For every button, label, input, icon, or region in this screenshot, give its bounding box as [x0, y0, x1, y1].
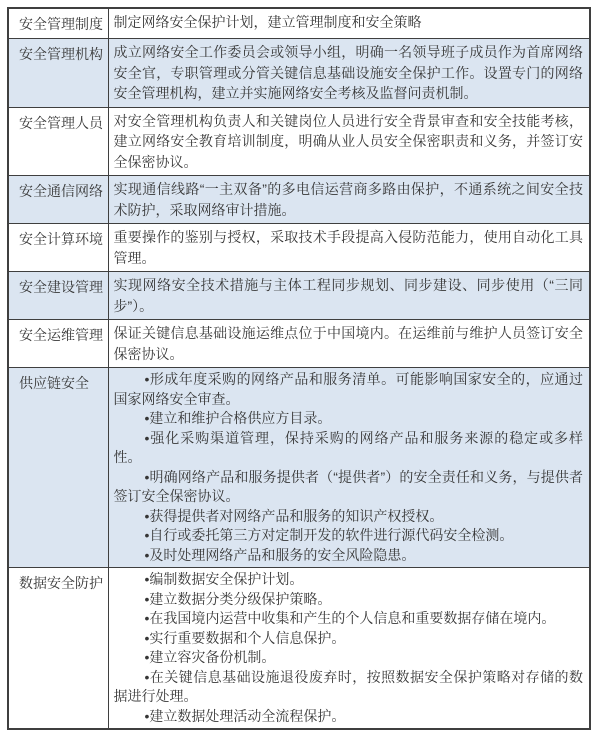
table-row: [8, 107, 590, 176]
bullet-item: •建立容灾备份机制。: [144, 649, 276, 665]
table-row: [8, 176, 590, 224]
category-cell: 安全计算环境: [8, 224, 108, 272]
table-body: [8, 8, 590, 729]
table-row: [8, 320, 590, 368]
bullet-item: •在我国境内运营中收集和产生的个人信息和重要数据存储在境内。: [144, 610, 556, 626]
bullet-item: •建立数据处理活动全流程保护。: [144, 707, 346, 724]
bullet-item: •强化采购渠道管理，保持采购的网络产品和服务来源的稳定或多样性。: [113, 429, 583, 465]
description-cell: 对安全管理机构负责人和关键岗位人员进行安全背景审查和安全技能考核，建立网络安全教育培训制度，明确从业人员安全保密职责和义务，并签订安全保密协议。: [108, 107, 590, 176]
table-row: [8, 272, 590, 320]
table-row: [8, 224, 590, 272]
bullet-item: •实行重要数据和个人信息保护。: [144, 629, 346, 646]
bullet-item: •明确网络产品和服务提供者（“提供者”）的安全责任和义务，与提供者签订安全保密协议。: [113, 468, 583, 504]
table-row: [8, 368, 590, 568]
category-cell: 安全管理机构: [8, 39, 108, 108]
category-cell: 供应链安全: [8, 368, 108, 568]
bullet-item: •自行或委托第三方对定制开发的软件进行源代码安全检测。: [144, 527, 514, 543]
category-cell: 数据安全防护: [8, 568, 108, 730]
bullet-item: •建立和维护合格供应方目录。: [144, 410, 332, 426]
description-cell: 重要操作的鉴别与授权，采取技术手段提高入侵防范能力，使用自动化工具管理。: [108, 224, 590, 272]
bullet-item: •在关键信息基础设施退役废弃时，按照数据安全保护策略对存储的数据进行处理。: [113, 668, 583, 704]
bullet-item: •获得提供者对网络产品和服务的知识产权授权。: [144, 507, 444, 524]
bullet-item: •形成年度采购的网络产品和服务清单。可能影响国家安全的，应通过国家网络安全审查。: [113, 371, 583, 407]
description-cell: [108, 568, 590, 730]
category-cell: 安全运维管理: [8, 320, 108, 368]
description-cell: 实现通信线路“一主双备”的多电信运营商多路由保护，不通系统之间安全技术防护，采取网络审计措施。: [108, 176, 590, 224]
security-measures-table: [7, 7, 591, 730]
bullet-item: •建立数据分类分级保护策略。: [144, 590, 332, 607]
category-cell: 安全通信网络: [8, 176, 108, 224]
category-cell: 安全建设管理: [8, 272, 108, 320]
category-cell: 安全管理人员: [8, 107, 108, 176]
description-cell: 实现网络安全技术措施与主体工程同步规划、同步建设、同步使用（“三同步”）。: [108, 272, 590, 320]
description-cell: 保证关键信息基础设施运维点位于中国境内。在运维前与维护人员签订安全保密协议。: [108, 320, 590, 368]
bullet-item: •及时处理网络产品和服务的安全风险隐患。: [144, 546, 416, 563]
description-cell: 制定网络安全保护计划，建立管理制度和安全策略: [108, 8, 590, 39]
table-row: [8, 8, 590, 39]
bullet-item: •编制数据安全保护计划。: [144, 571, 304, 587]
description-cell: 成立网络安全工作委员会或领导小组，明确一名领导班子成员作为首席网络安全官，专职管理或分管关键信息基础设施安全保护工作。设置专门的网络安全管理机构，建立并实施网络安全考核及监督问责机制。: [108, 39, 590, 108]
table-row: [8, 568, 590, 730]
table-row: [8, 39, 590, 108]
description-cell: [108, 368, 590, 568]
category-cell: 安全管理制度: [8, 8, 108, 39]
